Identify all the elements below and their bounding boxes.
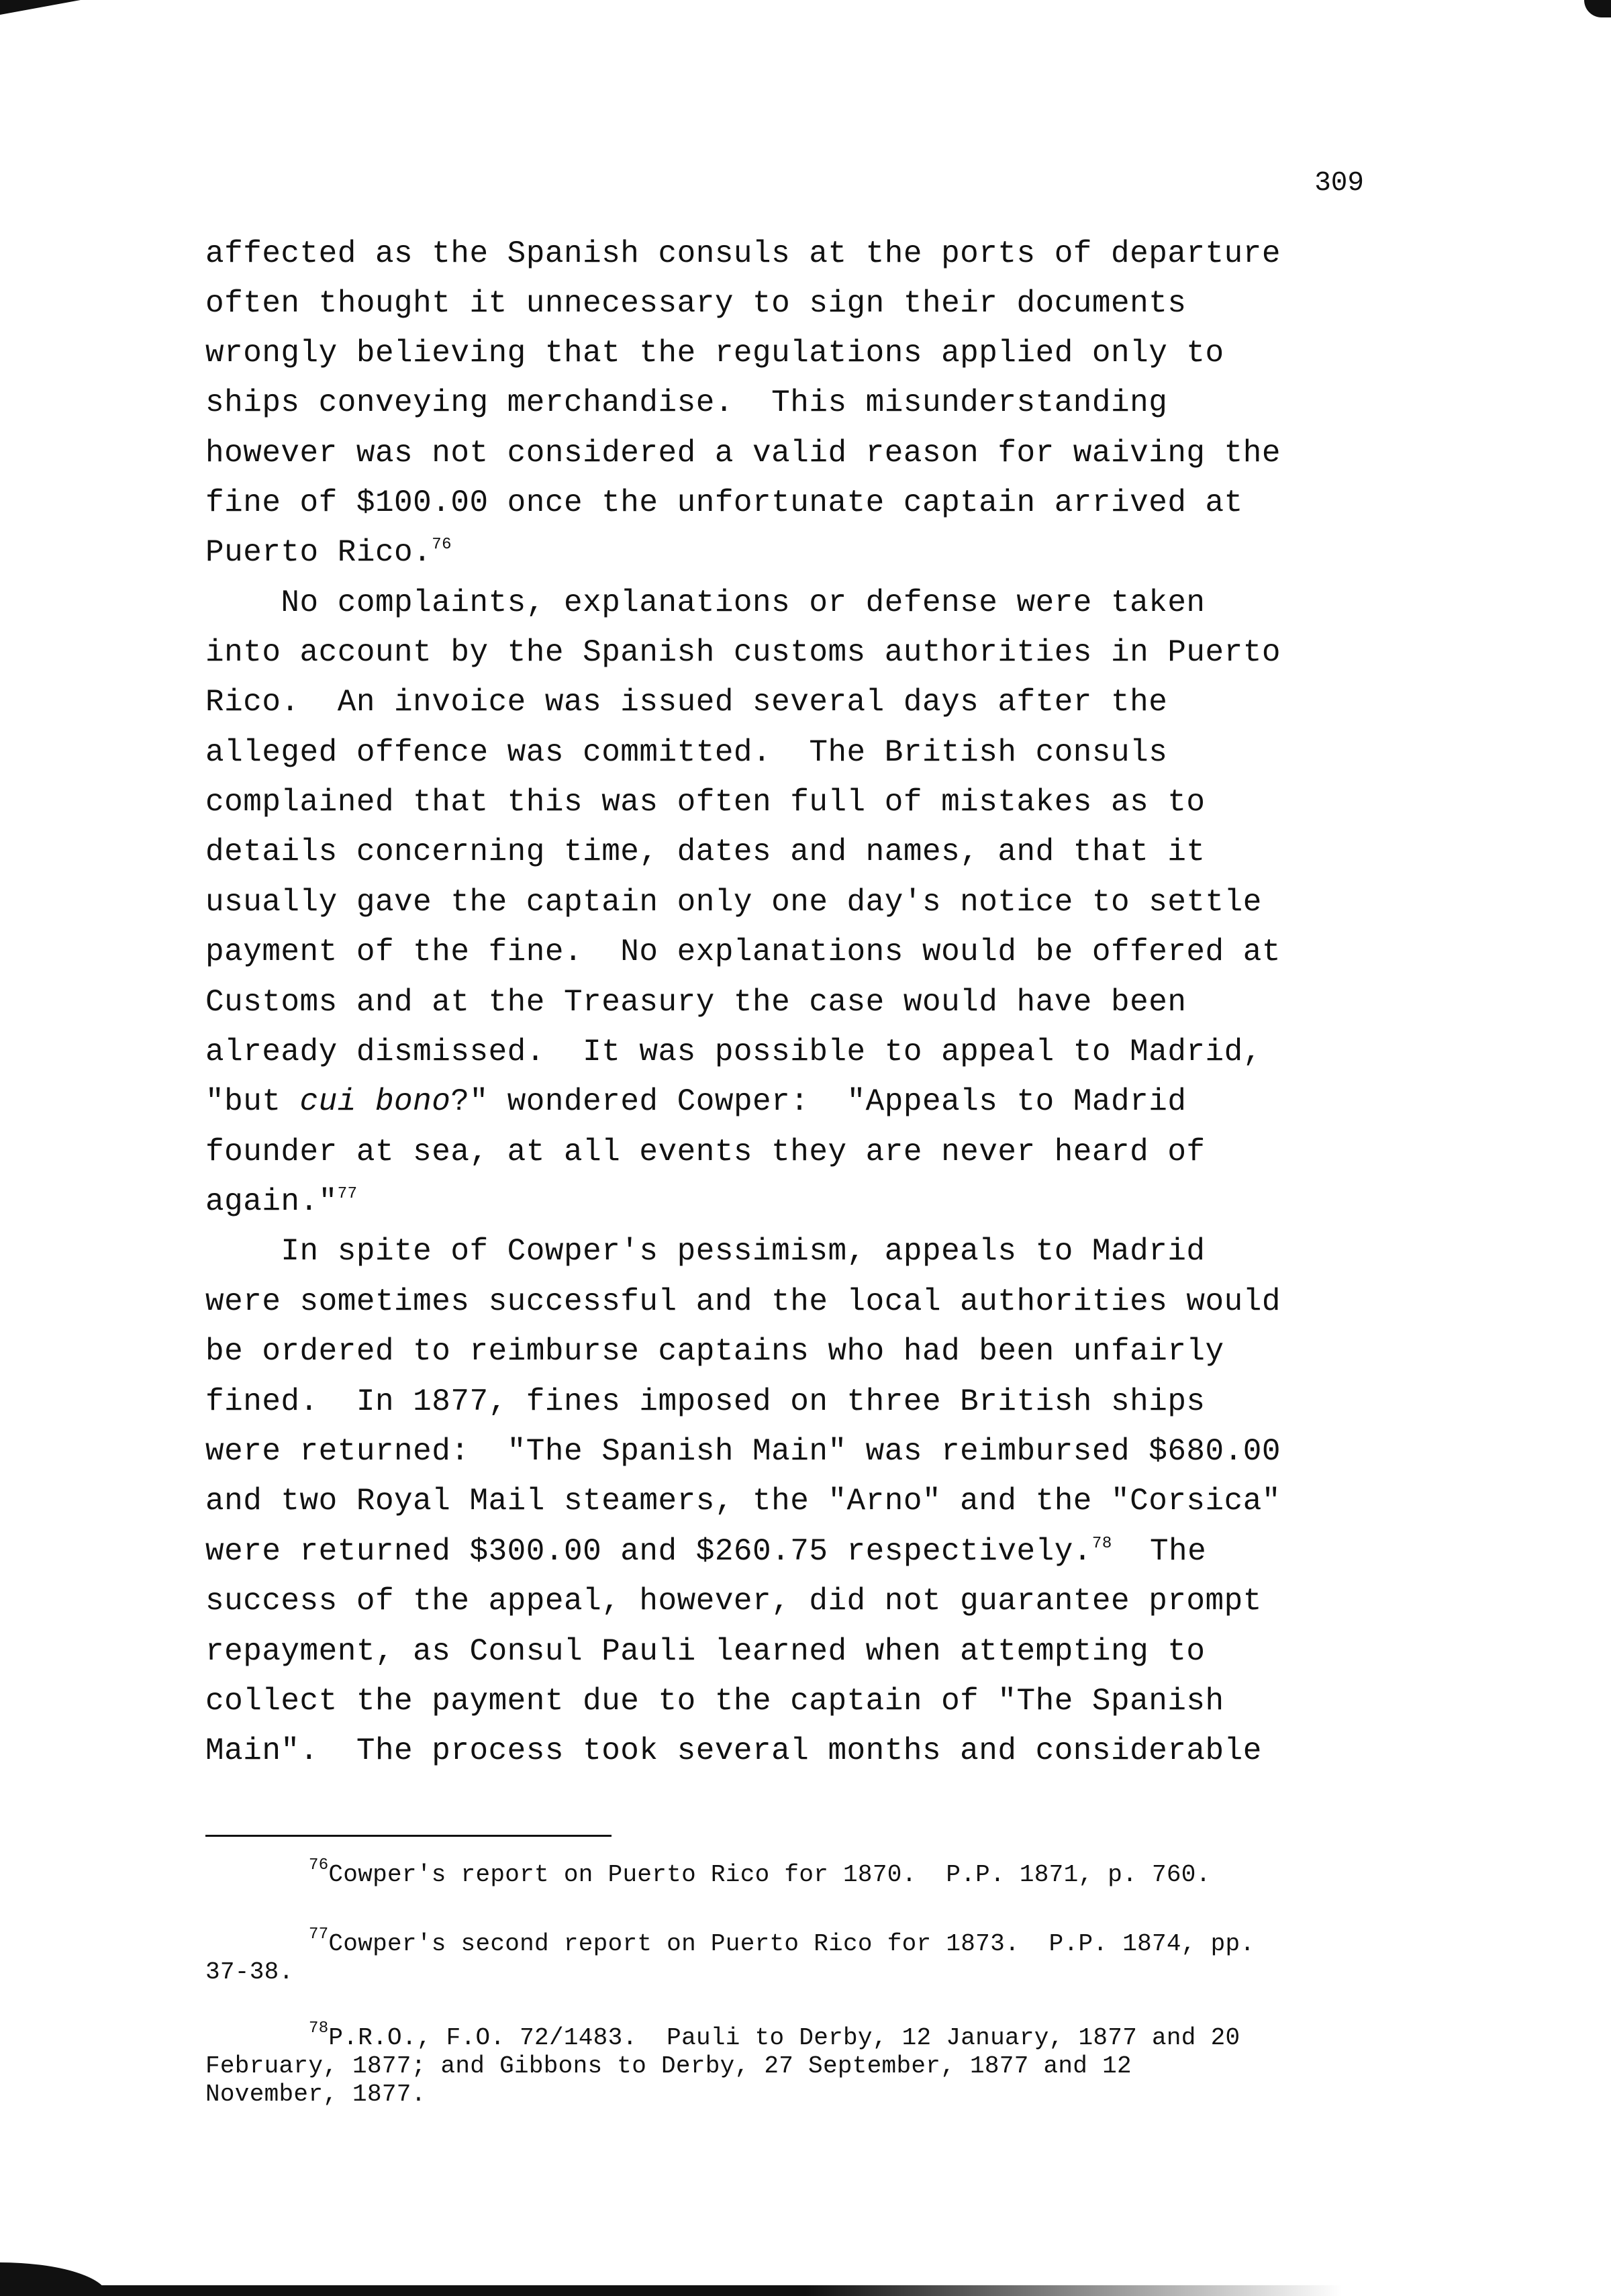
body-line: affected as the Spanish consuls at the ports of departure (205, 236, 1281, 271)
body-line: however was not considered a valid reason for waiving the (205, 436, 1281, 471)
footnote-ref: 78 (1091, 1535, 1112, 1553)
body-text: again." (205, 1184, 338, 1219)
scan-bottom-edge (0, 2285, 1342, 2296)
body-line: into account by the Spanish customs authorities in Puerto (205, 635, 1281, 670)
footnote-mark: 78 (309, 2019, 329, 2038)
scan-corner-mark (0, 0, 81, 15)
scan-corner-mark (1584, 0, 1611, 17)
body-line: wrongly believing that the regulations applied only to (205, 336, 1224, 371)
body-text: The (1112, 1534, 1207, 1569)
footnote-76 (309, 1856, 1211, 1888)
footnote-ref: 77 (337, 1185, 358, 1203)
body-line: were sometimes successful and the local authorities would (205, 1284, 1281, 1319)
body-line: fined. In 1877, fines imposed on three British ships (205, 1384, 1206, 1419)
body-line (205, 1084, 1186, 1119)
body-line: fine of $100.00 once the unfortunate captain arrived at (205, 485, 1243, 520)
footnote-78 (309, 2019, 1240, 2052)
body-line: details concerning time, dates and names, and that it (205, 834, 1206, 869)
body-text: Puerto Rico. (205, 535, 432, 570)
body-line: repayment, as Consul Pauli learned when attempting to (205, 1634, 1206, 1669)
body-line (205, 1184, 358, 1219)
body-text: "but (205, 1084, 300, 1119)
body-line (205, 535, 452, 570)
footnote-77-cont: 37-38. (205, 1958, 294, 1986)
body-line: alleged offence was committed. The British consuls (205, 735, 1168, 770)
body-line: usually gave the captain only one day's notice to settle (205, 885, 1262, 920)
italic-text: cui bono (299, 1084, 451, 1119)
body-line (205, 1534, 1206, 1569)
body-line: collect the payment due to the captain of "The Spanish (205, 1684, 1224, 1719)
body-line: Customs and at the Treasury the case would have been (205, 985, 1187, 1020)
footnote-text: P.R.O., F.O. 72/1483. Pauli to Derby, 12 January, 1877 and 20 (328, 2024, 1240, 2052)
body-line: be ordered to reimburse captains who had been unfairly (205, 1334, 1224, 1369)
body-line: ships conveying merchandise. This misunderstanding (205, 385, 1168, 420)
footnote-77 (309, 1925, 1255, 1958)
page-number: 309 (1314, 168, 1364, 199)
body-line: and two Royal Mail steamers, the "Arno" and the "Corsica" (205, 1484, 1281, 1519)
footnote-78-cont: February, 1877; and Gibbons to Derby, 27 September, 1877 and 12 (205, 2052, 1132, 2080)
footnote-text: Cowper's second report on Puerto Rico for 1873. P.P. 1874, pp. (328, 1930, 1255, 1958)
body-line: In spite of Cowper's pessimism, appeals to Madrid (205, 1234, 1206, 1269)
body-line: payment of the fine. No explanations would be offered at (205, 935, 1281, 969)
footnote-text: Cowper's report on Puerto Rico for 1870. P.P. 1871, p. 760. (328, 1861, 1211, 1888)
body-line: Rico. An invoice was issued several days after the (205, 685, 1168, 720)
body-text: ?" wondered Cowper: "Appeals to Madrid (450, 1084, 1187, 1119)
body-line: No complaints, explanations or defense were taken (205, 585, 1206, 620)
body-line: complained that this was often full of mistakes as to (205, 785, 1206, 820)
body-text: were returned $300.00 and $260.75 respectively. (205, 1534, 1092, 1569)
footnote-separator (205, 1835, 612, 1837)
footnote-78-cont: November, 1877. (205, 2080, 426, 2108)
body-line: often thought it unnecessary to sign their documents (205, 286, 1187, 321)
scan-corner-mark (0, 2262, 107, 2296)
body-line: were returned: "The Spanish Main" was reimbursed $680.00 (205, 1434, 1281, 1469)
body-line: success of the appeal, however, did not guarantee prompt (205, 1584, 1262, 1619)
body-line: Main". The process took several months and considerable (205, 1733, 1262, 1768)
footnote-ref: 76 (432, 536, 452, 554)
body-line: already dismissed. It was possible to appeal to Madrid, (205, 1035, 1262, 1069)
body-line: founder at sea, at all events they are never heard of (205, 1135, 1206, 1169)
footnote-mark: 77 (309, 1925, 329, 1944)
footnote-mark: 76 (309, 1856, 329, 1874)
